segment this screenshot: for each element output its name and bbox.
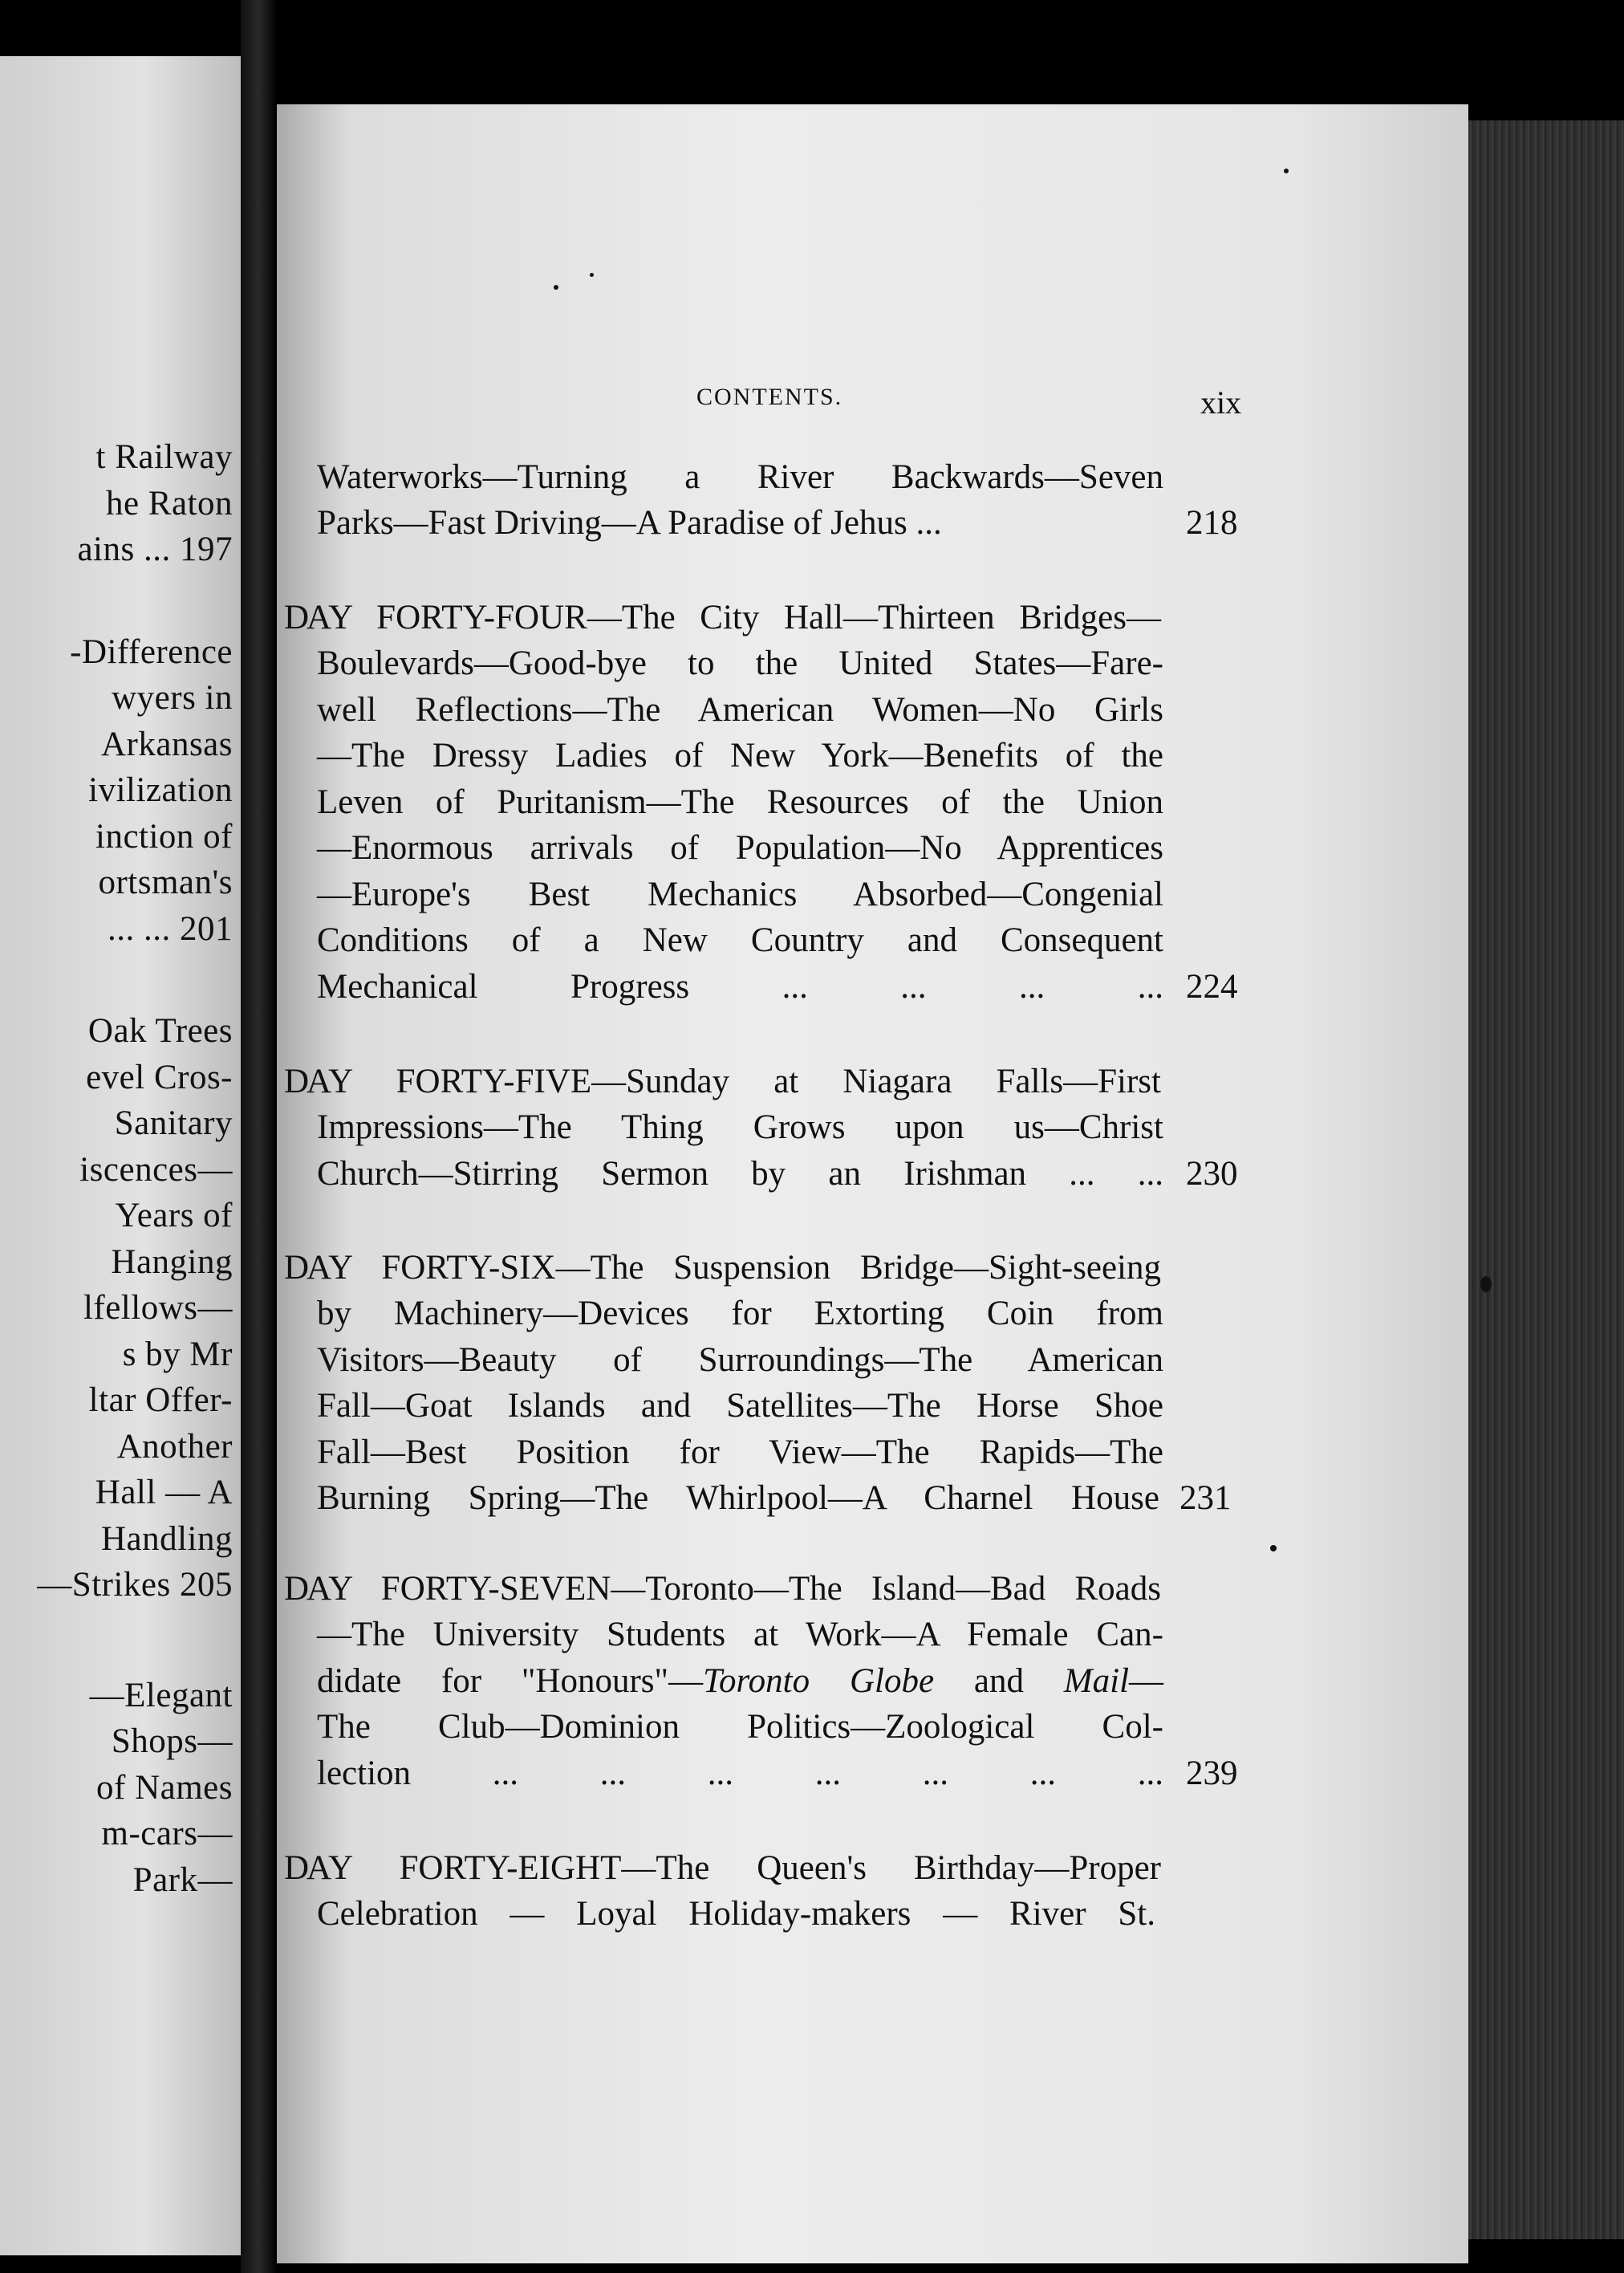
- left-page-line: ortsman's: [98, 864, 233, 901]
- ink-speck: [1270, 1545, 1277, 1551]
- left-page-line: inction of: [95, 818, 233, 856]
- toc-page-ref: 218: [1186, 504, 1238, 542]
- left-page-line: he Raton: [105, 485, 233, 523]
- ink-speck: [590, 273, 594, 277]
- ink-speck: [1284, 169, 1289, 173]
- toc-line: by Machinery—Devices for Extorting Coin from: [317, 1295, 1163, 1332]
- toc-page-ref: 231: [1179, 1479, 1232, 1517]
- left-page-line: evel Cros-: [86, 1059, 233, 1096]
- toc-page-ref: 230: [1186, 1155, 1238, 1193]
- left-page-line: Oak Trees: [87, 1012, 233, 1050]
- page-edges: [1468, 120, 1624, 2239]
- entry-initial: D: [284, 1249, 310, 1287]
- ink-speck: [554, 285, 558, 290]
- entry-heading: AY FORTY-SIX: [307, 1249, 556, 1287]
- toc-line: lection ... ... ... ... ... ... ...: [317, 1755, 1163, 1792]
- left-page-line: -Difference: [70, 633, 233, 671]
- left-page-line: Arkansas: [100, 726, 233, 763]
- left-page-line: Hanging: [111, 1243, 233, 1281]
- left-page-line: t Railway: [95, 438, 233, 476]
- toc-line-text: —Toronto—The Island—Bad Roads: [611, 1570, 1161, 1608]
- toc-line: Church—Stirring Sermon by an Irishman ... ...: [317, 1155, 1163, 1193]
- left-page: [0, 56, 241, 2255]
- book-gutter: [241, 0, 277, 2273]
- left-page-line: lfellows—: [83, 1289, 233, 1327]
- toc-line-text: —The Queen's Birthday—Proper: [621, 1849, 1161, 1887]
- toc-page-ref: 224: [1186, 968, 1238, 1006]
- left-page-line: Handling: [100, 1520, 233, 1558]
- left-page-line: Years of: [115, 1197, 233, 1234]
- toc-line: Celebration — Loyal Holiday-makers — River St.: [317, 1895, 1155, 1933]
- left-page-line: Shops—: [111, 1722, 233, 1760]
- newspaper-title: Mail: [1063, 1662, 1130, 1700]
- left-page-line: s by Mr: [122, 1336, 233, 1373]
- left-page-line: m-cars—: [101, 1815, 233, 1852]
- entry-heading: AY FORTY-SEVEN: [307, 1570, 611, 1608]
- left-page-line: Another: [116, 1428, 233, 1466]
- toc-line-text: —The City Hall—Thirteen Bridges—: [587, 599, 1161, 636]
- toc-line: Conditions of a New Country and Consequent: [317, 921, 1163, 959]
- toc-line: Boulevards—Good-bye to the United States—Fare-: [317, 644, 1163, 682]
- toc-heading-line: [307, 1569, 1161, 1608]
- left-page-line: —Elegant: [89, 1677, 233, 1714]
- left-page-line: wyers in: [112, 679, 233, 717]
- toc-heading-line: [307, 1248, 1161, 1287]
- toc-line-text: didate for "Honours"—: [317, 1662, 704, 1700]
- toc-line: Leven of Puritanism—The Resources of the Union: [317, 783, 1163, 821]
- toc-line: Visitors—Beauty of Surroundings—The American: [317, 1341, 1163, 1379]
- toc-line: Fall—Goat Islands and Satellites—The Horse Shoe: [317, 1387, 1163, 1425]
- ink-speck: [1480, 1276, 1492, 1292]
- entry-heading: AY FORTY-EIGHT: [307, 1849, 622, 1887]
- left-page-line: of Names: [96, 1769, 233, 1807]
- entry-initial: D: [284, 1063, 310, 1100]
- toc-heading-line: [307, 1848, 1161, 1888]
- toc-line-text: —Sunday at Niagara Falls—First: [591, 1063, 1161, 1100]
- toc-line: The Club—Dominion Politics—Zoological Col-: [317, 1708, 1163, 1746]
- newspaper-title: Toronto Globe: [703, 1662, 935, 1700]
- entry-heading: AY FORTY-FOUR: [307, 599, 587, 636]
- toc-line: —The Dressy Ladies of New York—Benefits of the: [317, 737, 1163, 775]
- toc-line: Parks—Fast Driving—A Paradise of Jehus ...: [317, 504, 942, 542]
- toc-heading-line: [307, 1062, 1161, 1101]
- left-page-line: iscences—: [79, 1151, 233, 1189]
- toc-line: —Europe's Best Mechanics Absorbed—Congenial: [317, 876, 1163, 913]
- left-page-line: ... ... 201: [108, 910, 233, 948]
- toc-line: Burning Spring—The Whirlpool—A Charnel House: [317, 1479, 1159, 1517]
- toc-heading-line: [307, 598, 1161, 637]
- toc-line: —The University Students at Work—A Female Can-: [317, 1616, 1163, 1653]
- entry-initial: D: [284, 599, 310, 636]
- entry-initial: D: [284, 1849, 310, 1887]
- page-number: xix: [1200, 384, 1242, 421]
- left-page-line: ains ... 197: [77, 531, 233, 568]
- running-head: CONTENTS.: [696, 384, 843, 410]
- left-page-line: ivilization: [88, 771, 233, 809]
- toc-page-ref: 239: [1186, 1755, 1238, 1792]
- toc-line-text: —: [1129, 1662, 1164, 1700]
- toc-line: Fall—Best Position for View—The Rapids—The: [317, 1433, 1163, 1471]
- entry-heading: AY FORTY-FIVE: [307, 1063, 592, 1100]
- left-page-line: —Strikes 205: [37, 1566, 233, 1604]
- left-page-line: ltar Offer-: [88, 1381, 233, 1419]
- toc-line: well Reflections—The American Women—No Girls: [317, 691, 1163, 729]
- toc-line: Waterworks—Turning a River Backwards—Seven: [317, 458, 1163, 496]
- toc-line: [317, 1661, 1163, 1701]
- toc-line: Impressions—The Thing Grows upon us—Christ: [317, 1108, 1163, 1146]
- left-page-line: Sanitary: [114, 1104, 233, 1142]
- toc-line-text: —The Suspension Bridge—Sight-seeing: [555, 1249, 1162, 1287]
- toc-line: Mechanical Progress ... ... ... ...: [317, 968, 1163, 1006]
- left-page-line: Hall — A: [95, 1474, 233, 1511]
- toc-line-text: and: [934, 1662, 1064, 1700]
- left-page-line: Park—: [132, 1861, 233, 1899]
- entry-initial: D: [284, 1570, 310, 1608]
- toc-line: —Enormous arrivals of Population—No Apprentices: [317, 829, 1163, 867]
